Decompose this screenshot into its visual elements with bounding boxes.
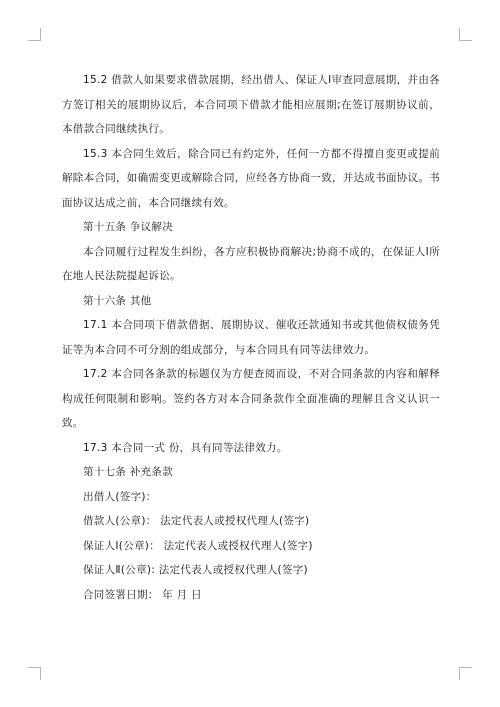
article-16-heading: 第十六条 其他 — [83, 294, 152, 307]
signature-guarantor-2: 保证人Ⅱ(公章): 法定代表人或授权代理人(签字) — [83, 564, 308, 576]
crop-mark-top-right — [459, 28, 472, 41]
signature-guarantor-1: 保证人Ⅰ(公章)： 法定代表人或授权代理人(签字) — [83, 539, 313, 552]
clause-17-1: 17.1 本合同项下借款借据、展期协议、催收还款通知书或其他债权债务凭证等为本合同不可分割的组成部分，与本合同具有同等法律效力。 — [62, 319, 440, 356]
signing-date: 合同签署日期： 年 月 日 — [83, 588, 202, 601]
article-15-body: 本合同履行过程发生纠纷，各方应积极协商解决;协商不成的，在保证人Ⅰ所在地人民法院提起诉讼。 — [62, 245, 440, 282]
clause-15-3: 15.3 本合同生效后，除合同已有约定外，任何一方都不得擅自变更或提前解除本合同，如确需变更或解除合同，应经各方协商一致，并达成书面协议。书面协议达成之前，本合同继续有效。 — [62, 147, 440, 209]
document-body — [62, 68, 440, 607]
article-17-heading: 第十七条 补充条款 — [83, 466, 174, 478]
clause-15-2: 15.2 借款人如果要求借款展期，经出借人、保证人Ⅰ审查同意展期，并由各方签订相关的展期协议后，本合同项下借款才能相应展期;在签订展期协议前，本借款合同继续执行。 — [62, 74, 440, 135]
signature-lender: 出借人(签字)： — [83, 490, 157, 503]
crop-mark-bottom-left — [28, 667, 41, 680]
crop-mark-top-left — [28, 28, 41, 41]
article-15-heading: 第十五条 争议解决 — [83, 221, 174, 233]
clause-17-2: 17.2 本合同各条款的标题仅为方便查阅而设，不对合同条款的内容和解释构成任何限制和影响。签约各方对本合同条款作全面准确的理解且含义认识一致。 — [62, 368, 440, 429]
crop-mark-bottom-right — [459, 667, 472, 680]
signature-borrower: 借款人(公章)： 法定代表人或授权代理人(签字) — [83, 515, 310, 527]
clause-17-3: 17.3 本合同一式 份，具有同等法律效力。 — [83, 441, 288, 454]
